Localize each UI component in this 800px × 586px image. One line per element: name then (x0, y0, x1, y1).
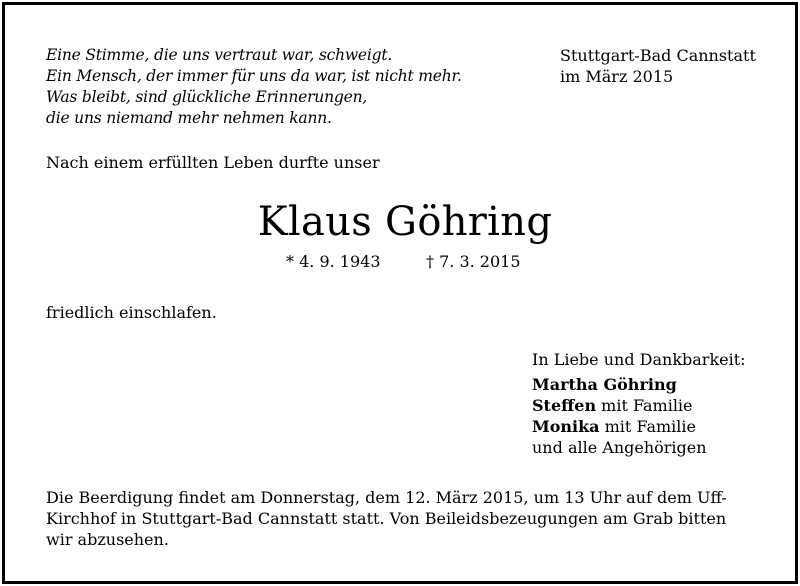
place-text: Stuttgart-Bad Cannstatt (560, 46, 756, 65)
memorial-poem (46, 45, 462, 129)
poem-line: Eine Stimme, die uns vertraut war, schweigt. (46, 46, 393, 64)
mourner-entry (532, 374, 746, 395)
funeral-line: wir abzusehen. (46, 530, 169, 549)
intro-text: Nach einem erfüllten Leben durfte unser (46, 153, 380, 172)
funeral-line: Die Beerdigung findet am Donnerstag, dem 12. März 2015, um 13 Uhr auf dem Uff- (46, 488, 727, 507)
mourners-closing: und alle Angehörigen (532, 438, 707, 457)
funeral-notice (46, 487, 766, 550)
obituary-frame (2, 2, 798, 584)
date-text: im März 2015 (560, 67, 674, 86)
mourner-name: Monika (532, 417, 600, 436)
mourners-heading: In Liebe und Dankbarkeit: (532, 350, 746, 369)
deceased-name: Klaus Göhring (257, 199, 553, 245)
mourner-name: Steffen (532, 396, 597, 415)
mourner-name: Martha Göhring (532, 375, 677, 394)
mourner-suffix: mit Familie (599, 417, 696, 436)
place-and-date (560, 45, 756, 87)
mourner-entry (532, 416, 746, 437)
poem-line: Ein Mensch, der immer für uns da war, ist nicht mehr. (46, 67, 462, 85)
mourners-block (532, 349, 746, 458)
death-date: † 7. 3. 2015 (426, 252, 521, 271)
birth-date: * 4. 9. 1943 (286, 252, 381, 271)
mourner-suffix: mit Familie (596, 396, 693, 415)
passing-text: friedlich einschlafen. (46, 303, 217, 322)
poem-line: Was bleibt, sind glückliche Erinnerungen, (46, 88, 368, 106)
funeral-line: Kirchhof in Stuttgart-Bad Cannstatt statt. Von Beileidsbezeugungen am Grab bitten (46, 509, 727, 528)
poem-line: die uns niemand mehr nehmen kann. (46, 109, 332, 127)
mourner-entry (532, 395, 746, 416)
